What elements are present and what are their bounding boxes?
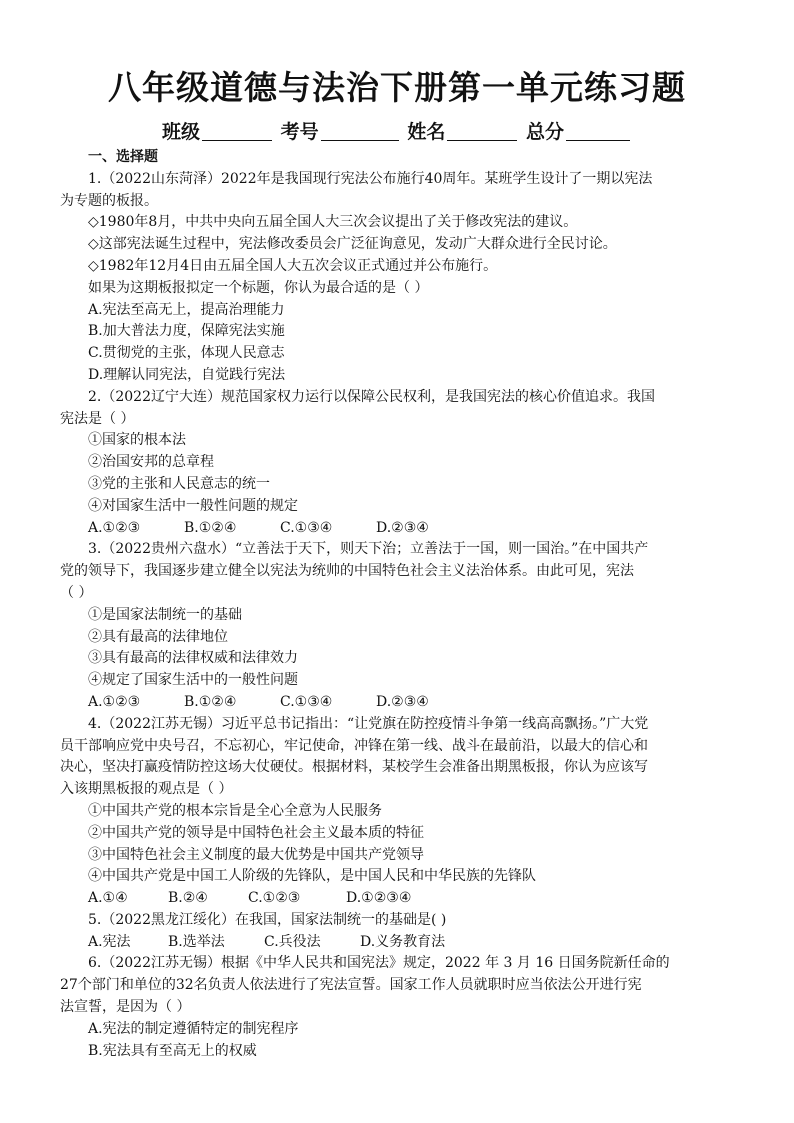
class-blank[interactable] xyxy=(202,122,272,141)
q2-option-c: C.①③④ xyxy=(280,519,333,536)
q5-option-b: B.选举法 xyxy=(168,933,225,950)
q4-option-b: B.②④ xyxy=(168,890,208,907)
q3-stem-line: 3.（2022贵州六盘水）“立善法于天下，则天下治；立善法于一国，则一国治。”在中国共产 xyxy=(88,541,649,558)
q6-option-a: A.宪法的制定遵循特定的制宪程序 xyxy=(88,1020,299,1037)
q1-stem-line: 为专题的板报。 xyxy=(60,192,158,209)
q1-material: ◇1982年12月4日由五届全国人大五次会议正式通过并公布施行。 xyxy=(88,257,498,274)
q3-statement: ③具有最高的法律权威和法律效力 xyxy=(88,650,298,667)
q1-material: ◇这部宪法诞生过程中，宪法修改委员会广泛征询意见，发动广大群众进行全民讨论。 xyxy=(88,236,617,253)
score-label: 总分 xyxy=(525,121,564,143)
q3-option-d: D.②③④ xyxy=(376,693,429,710)
q1-option-d: D.理解认同宪法，自觉践行宪法 xyxy=(88,366,286,383)
q2-statement: ①国家的根本法 xyxy=(88,432,186,449)
q2-option-b: B.①②④ xyxy=(184,519,237,536)
q3-statement: ②具有最高的法律地位 xyxy=(88,628,228,645)
section-heading: 一、选择题 xyxy=(88,149,158,165)
score-blank[interactable] xyxy=(566,122,630,141)
q2-stem-line: 2.（2022辽宁大连）规范国家权力运行以保障公民权利，是我国宪法的核心价值追求。我国 xyxy=(88,388,655,405)
q3-statement: ①是国家法制统一的基础 xyxy=(88,606,242,623)
q4-statement: ④中国共产党是中国工人阶级的先锋队，是中国人民和中华民族的先锋队 xyxy=(88,868,536,885)
q2-option-d: D.②③④ xyxy=(376,519,429,536)
q1-option-c: C.贯彻党的主张，体现人民意志 xyxy=(88,345,285,362)
q3-option-a: A.①②③ xyxy=(88,693,141,710)
q5-stem-line: 5.（2022黑龙江绥化）在我国，国家法制统一的基础是( ) xyxy=(88,911,447,928)
q4-option-d: D.①②③④ xyxy=(346,890,412,907)
q1-question: 如果为这期板报拟定一个标题，你认为最合适的是（ ） xyxy=(88,279,429,296)
q6-stem-line: 法宣誓，是因为（ ） xyxy=(60,999,191,1016)
q4-statement: ②中国共产党的领导是中国特色社会主义最本质的特征 xyxy=(88,824,424,841)
q4-options xyxy=(60,888,740,910)
q3-option-b: B.①②④ xyxy=(184,693,237,710)
student-info-line xyxy=(0,117,794,144)
q3-options xyxy=(60,692,740,714)
q3-statement: ④规定了国家生活中的一般性问题 xyxy=(88,672,298,689)
q2-statement: ③党的主张和人民意志的统一 xyxy=(88,475,270,492)
q4-option-c: C.①②③ xyxy=(248,890,301,907)
q4-stem-line: 决心，坚决打赢疫情防控这场大仗硬仗。根据材料，某校学生会准备出期黑板报，你认为应该写 xyxy=(60,759,648,776)
name-label: 姓名 xyxy=(407,121,446,143)
q4-stem-line: 4.（2022江苏无锡）习近平总书记指出：“让党旗在防控疫情斗争第一线高高飘扬。”广大党 xyxy=(88,715,649,732)
q3-stem-line: （ ） xyxy=(60,584,93,601)
q2-stem-line: 宪法是（ ） xyxy=(60,410,135,427)
page-title: 八年级道德与法治下册第一单元练习题 xyxy=(108,68,686,107)
q6-stem-line: 6.（2022江苏无锡）根据《中华人民共和国宪法》规定，2022 年 3 月 16 日国务院新任命的 xyxy=(88,955,670,972)
exam-number-label: 考号 xyxy=(280,121,319,143)
q4-stem-line: 入该期黑板报的观点是（ ） xyxy=(60,781,233,798)
q1-option-a: A.宪法至高无上，提高治理能力 xyxy=(88,301,285,318)
name-blank[interactable] xyxy=(447,122,517,141)
q4-option-a: A.①④ xyxy=(88,890,128,907)
q4-stem-line: 员干部响应党中央号召，不忘初心，牢记使命，冲锋在第一线、战斗在最前沿，以最大的信心和 xyxy=(60,737,648,754)
q5-option-a: A.宪法 xyxy=(88,933,131,950)
q1-option-b: B.加大普法力度，保障宪法实施 xyxy=(88,323,285,340)
q1-stem-line: 1.（2022山东菏泽）2022年是我国现行宪法公布施行40周年。某班学生设计了一期以宪法 xyxy=(88,170,653,187)
question-body xyxy=(60,147,740,1062)
q5-option-d: D.义务教育法 xyxy=(360,933,446,950)
q3-option-c: C.①③④ xyxy=(280,693,333,710)
q6-stem-line: 27个部门和单位的32名负责人依法进行了宪法宣誓。国家工作人员就职时应当依法公开进行宪 xyxy=(60,977,642,994)
q2-option-a: A.①②③ xyxy=(88,519,141,536)
q5-options xyxy=(60,932,740,954)
q3-stem-line: 党的领导下，我国逐步建立健全以宪法为统帅的中国特色社会主义法治体系。由此可见，宪法 xyxy=(60,563,634,580)
class-label: 班级 xyxy=(162,121,201,143)
exam-number-blank[interactable] xyxy=(321,122,399,141)
q4-statement: ③中国特色社会主义制度的最大优势是中国共产党领导 xyxy=(88,846,424,863)
q6-option-b: B.宪法具有至高无上的权威 xyxy=(88,1042,257,1059)
q2-statement: ②治国安邦的总章程 xyxy=(88,454,214,471)
q5-option-c: C.兵役法 xyxy=(264,933,321,950)
q4-statement: ①中国共产党的根本宗旨是全心全意为人民服务 xyxy=(88,802,382,819)
q2-options xyxy=(60,518,740,540)
q2-statement: ④对国家生活中一般性问题的规定 xyxy=(88,497,298,514)
q1-material: ◇1980年8月，中共中央向五届全国人大三次会议提出了关于修改宪法的建议。 xyxy=(88,214,578,231)
